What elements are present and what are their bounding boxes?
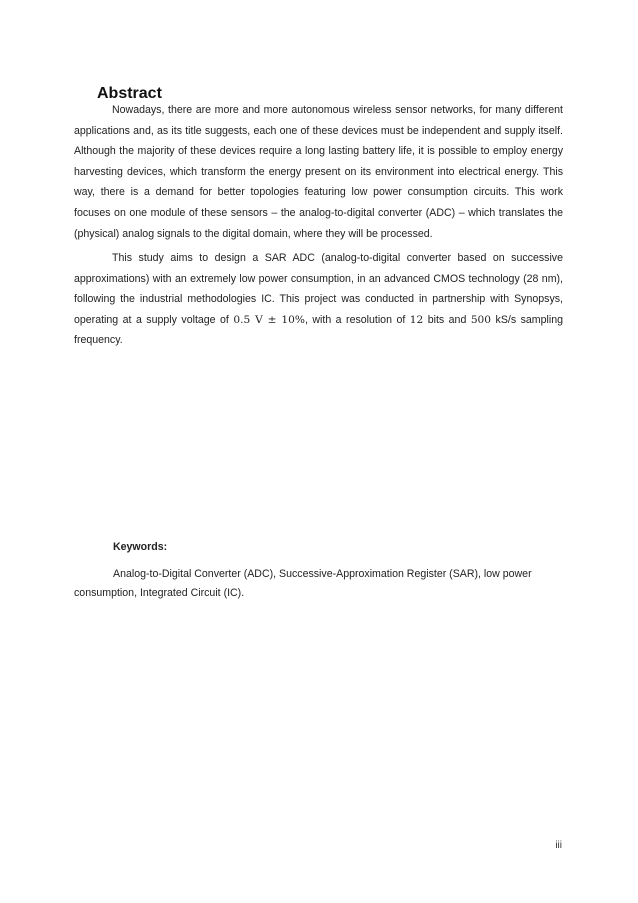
paragraph-2-text-4: kS/s sampling frequency. <box>74 313 563 347</box>
supply-voltage-value: 0.5 V ± 10% <box>233 313 305 326</box>
abstract-title: Abstract <box>97 85 162 102</box>
paragraph-2-text-3: bits and <box>423 313 471 326</box>
page-number: iii <box>555 840 562 851</box>
paragraph-2-text-2: , with a resolution of <box>304 313 410 326</box>
abstract-paragraph-2 <box>74 248 563 351</box>
abstract-paragraph-1: Nowadays, there are more and more autonomous wireless sensor networks, for many different applications and, as its title suggests, each one of these devices must be independent and supply itself. Although the majority of these devices require a long lasting battery life, it is possible to employ energy harvesting devices, which transform the energy present on its environment into electrical energy. This way, there is a demand for better topologies featuring low power consumption circuits. This work focuses on one module of these sensors – the analog-to-digital converter (ADC) – which translates the (physical) analog signals to the digital domain, where they will be processed. <box>74 104 563 240</box>
keywords-list: Analog-to-Digital Converter (ADC), Successive-Approximation Register (SAR), low power consumption, Integrated Circuit (IC). <box>74 568 532 599</box>
paragraph-2-text-1: This study aims to design a SAR ADC (analog-to-digital converter based on successive approximations) with an extremely low power consumption, in an advanced CMOS technology (28 nm), following the industrial methodologies IC. This project was conducted in partnership with Synopsys, operating at a supply voltage of <box>74 252 563 326</box>
keywords-heading: Keywords: <box>113 541 168 553</box>
resolution-value: 12 <box>409 313 424 326</box>
sampling-rate-value: 500 <box>470 313 492 326</box>
